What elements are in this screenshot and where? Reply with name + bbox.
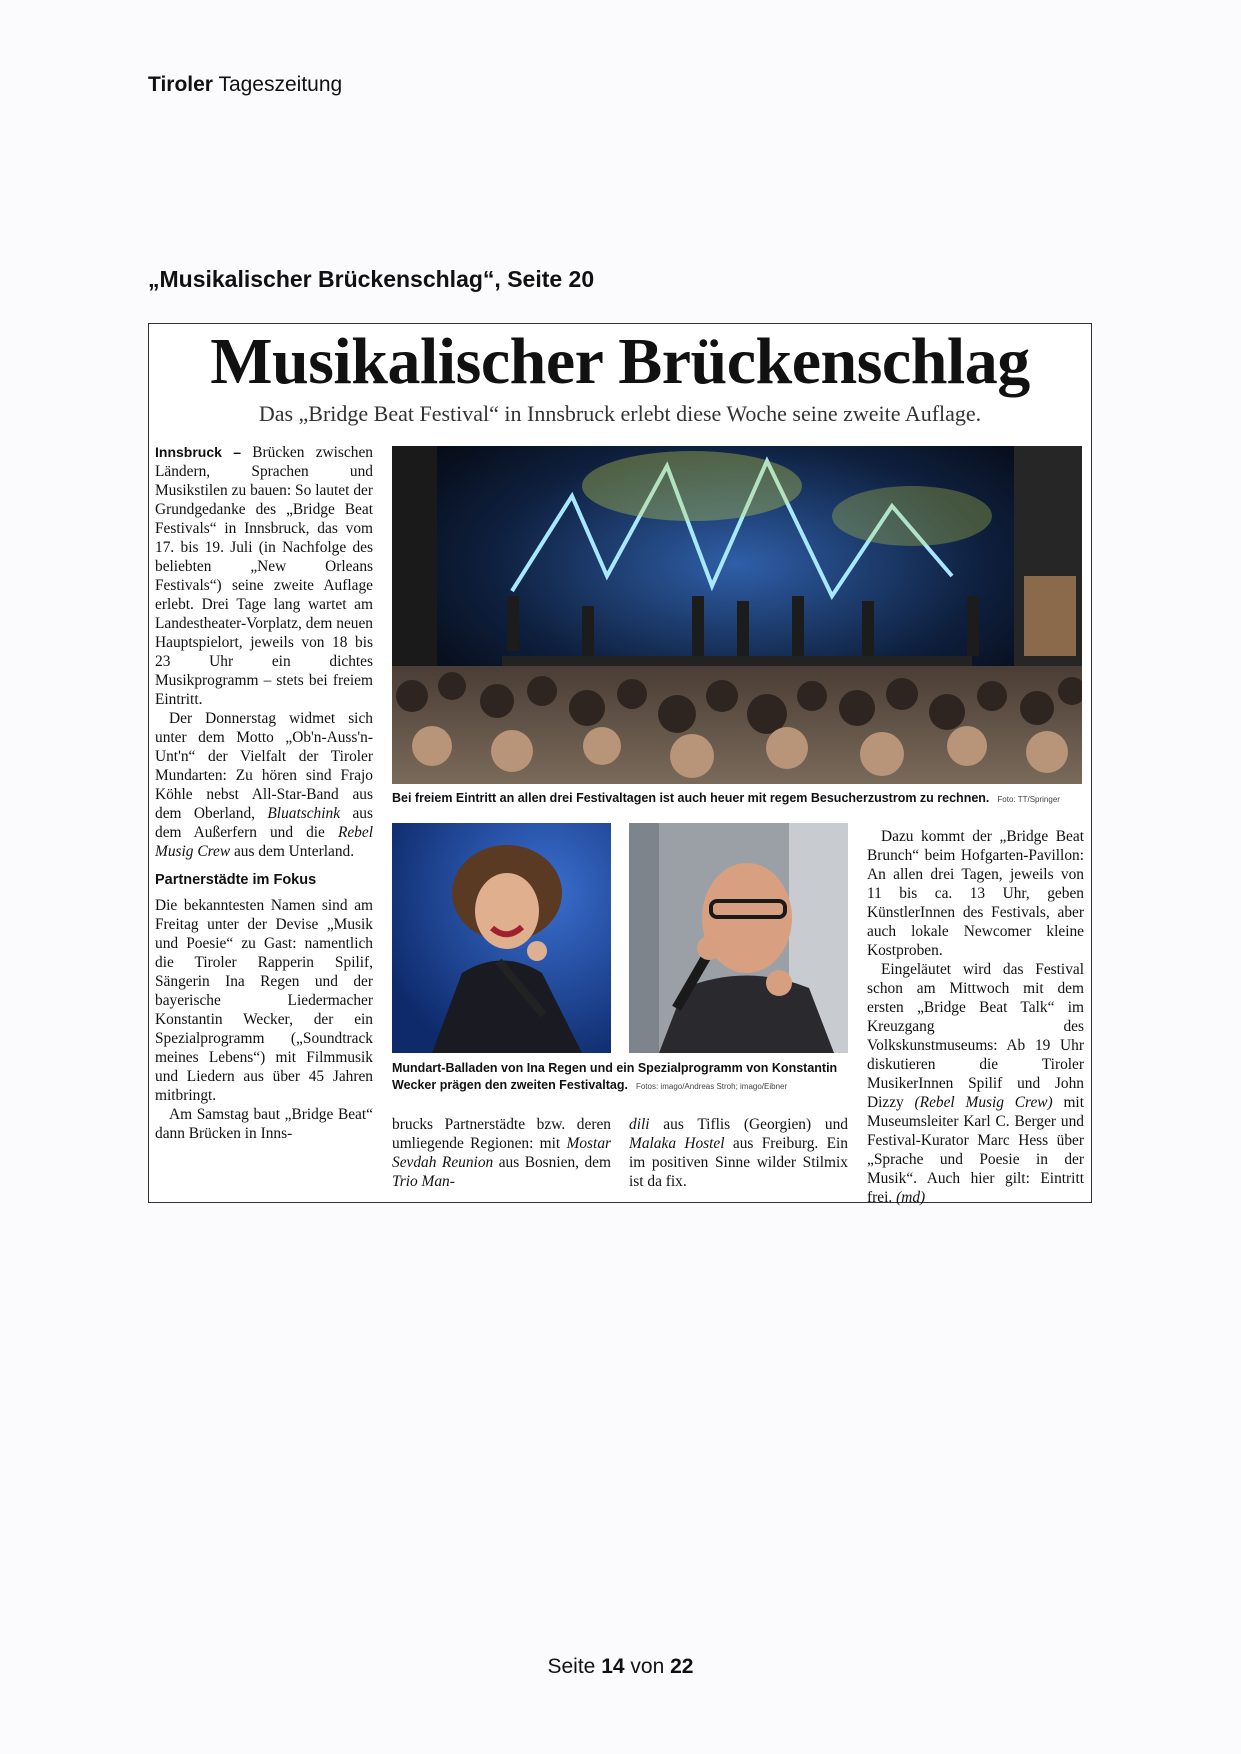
band-name: Malaka Hostel <box>629 1135 725 1152</box>
band-name: Trio Man- <box>392 1173 455 1190</box>
main-photo-caption <box>392 790 1084 808</box>
current-page-number: 14 <box>601 1655 625 1678</box>
publication-name-rest: Tageszeitung <box>218 73 343 96</box>
article-headline: Musikalischer Brückenschlag <box>210 325 1030 398</box>
photo-credit: Fotos: imago/Andreas Stroh; imago/Eibner <box>635 1082 788 1091</box>
paragraph-text: Brücken zwischen Ländern, Sprachen und Musikstilen zu bauen: So lautet der Grundgedanke des „Bridge Beat Festivals“ in Innsbruck, das vom 17. bis 19. Juli (in Nachfolge des beliebten „New Orleans Festivals“) seine zweite Auflage erlebt. Drei Tage lang wartet am Landestheater-Vorplatz, dem neuen Hauptspielort, jeweils von 18 bis 23 Uhr ein dichtes Musikprogramm – stets bei freiem Eintritt. <box>155 444 373 708</box>
publication-name <box>148 73 342 97</box>
paragraph: Dazu kommt der „Bridge Beat Brunch“ beim Hofgarten-Pavillon: An allen drei Tagen, jeweils von 11 bis ca. 13 Uhr, geben KünstlerInnen des Festivals, aber auch lokale Newcomer kleine Kostproben. <box>867 828 1084 959</box>
photo-credit: Foto: TT/Springer <box>997 795 1060 804</box>
paragraph-text: aus dem Unterland. <box>230 843 355 860</box>
paragraph-text: Eingeläutet wird das Festival schon am Mittwoch mit dem ersten „Bridge Beat Talk“ im Kreuzgang des Volkskunstmuseums: Ab 19 Uhr diskutieren die Tiroler MusikerInnen Spilif und John Dizzy <box>867 961 1084 1111</box>
singer-photo <box>392 823 611 1053</box>
section-subtitle: Partnerstädte im Fokus <box>155 872 317 888</box>
dateline: Innsbruck – <box>155 444 242 460</box>
page-footer <box>0 1655 1241 1679</box>
band-name: Rebel Musig Crew <box>155 824 373 860</box>
total-page-count: 22 <box>670 1655 694 1678</box>
newspaper-clipping <box>148 323 1092 1206</box>
paragraph <box>629 1115 848 1191</box>
paragraph-text: Der Donnerstag widmet sich unter dem Motto „Ob'n-Auss'n-Unt'n“ der Vielfalt der Tiroler Mundarten: Zu hören sind Frajo Köhle nebst All-Star-Band aus dem Oberland, <box>155 710 373 822</box>
caption-text: Mundart-Balladen von Ina Regen und ein Spezialprogramm von Konstantin Wecker prägen den zweiten Festivaltag. <box>392 1061 838 1092</box>
article-reference: „Musikalischer Brückenschlag“, Seite 20 <box>148 266 595 292</box>
small-photos-caption <box>392 1060 849 1095</box>
band-name: Bluatschink <box>267 805 341 822</box>
paragraph <box>155 709 373 861</box>
paragraph-text: aus Tiflis (Georgien) und <box>649 1116 848 1133</box>
paragraph-text: brucks Partnerstädte bzw. deren umliegende Regionen: mit <box>392 1116 611 1152</box>
paragraph: Die bekanntesten Namen sind am Freitag unter der Devise „Musik und Poesie“ zu Gast: namentlich die Tiroler Rapperin Spilif, Sängerin Ina Regen und der bayerische Liedermacher Konstantin Wecker, der ein Spezialprogramm („Soundtrack meines Lebens“) mit Filmmusik und Liedern aus über 45 Jahren mitbringt. <box>155 897 373 1104</box>
band-name: dili <box>629 1116 650 1133</box>
author-signature: (md) <box>896 1189 926 1206</box>
article-subhead: Das „Bridge Beat Festival“ in Innsbruck erlebt diese Woche seine zweite Auflage. <box>258 401 982 426</box>
caption-text: Bei freiem Eintritt an allen drei Festivaltagen ist auch heuer mit regem Besucherzustrom zu rechnen. <box>392 791 990 805</box>
paragraph <box>392 1115 611 1191</box>
article-column-2 <box>392 1115 611 1191</box>
article-column-4 <box>867 827 1084 1207</box>
paragraph-text: aus dem Außerfern und die <box>155 805 373 841</box>
paragraph-text: mit Museumsleiter Karl C. Berger und Festival-Kurator Marc Hess über „Sprache und Poesie in der Musik“. Auch hier gilt: Eintritt frei. <box>867 1094 1084 1206</box>
paragraph: Am Samstag baut „Bridge Beat“ dann Brücken in Inns- <box>155 1106 373 1142</box>
paragraph <box>155 443 373 709</box>
paragraph-text: aus Freiburg. Ein im positiven Sinne wilder Stilmix ist da fix. <box>629 1135 848 1190</box>
concert-photo <box>392 446 1082 784</box>
band-name: (Rebel Musig Crew) <box>914 1094 1053 1111</box>
singer-photo-2 <box>629 823 848 1053</box>
publication-name-bold: Tiroler <box>148 73 213 96</box>
article-column-1 <box>155 443 373 1143</box>
footer-prefix: Seite <box>547 1655 596 1678</box>
band-name: Mostar Sevdah Reunion <box>392 1135 611 1171</box>
paragraph-text: aus Bosnien, dem <box>493 1154 611 1171</box>
article-column-3 <box>629 1115 848 1191</box>
paragraph <box>867 960 1084 1207</box>
footer-middle: von <box>630 1655 665 1678</box>
